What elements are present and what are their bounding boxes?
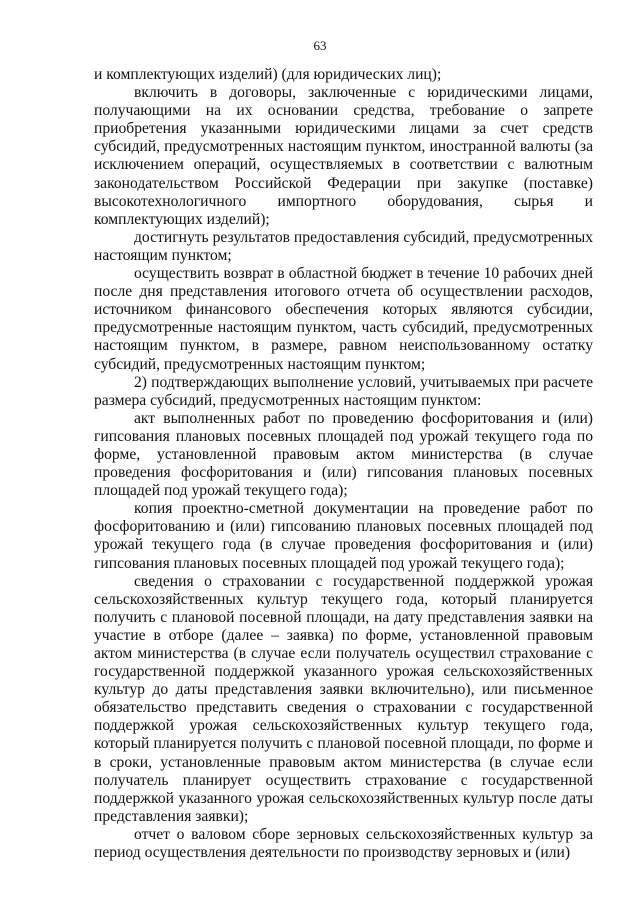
paragraph: включить в договоры, заключенные с юридическими лицами, получающими на их основании средства, требование о запрете приобретения указанными юридическими лицами за счет средств субсидий, предусмотренных настоящим пунктом, иностранной валюты (за исключением операций, осуществляемых в соответствии с валютным законодательством Российской Федерации при закупке (поставке) высокотехнологичного импортного оборудования, сырья и комплектующих изделий); <box>94 84 593 228</box>
paragraph: достигнуть результатов предоставления субсидий, предусмотренных настоящим пунктом; <box>94 228 593 264</box>
paragraph: 2) подтверждающих выполнение условий, учитываемых при расчете размера субсидий, предусмотренных настоящим пунктом: <box>94 373 593 409</box>
paragraph: осуществить возврат в областной бюджет в течение 10 рабочих дней после дня представления итогового отчета об осуществлении расходов, источником финансового обеспечения которых являются субсидии, предусмотренные настоящим пунктом, часть субсидий, предусмотренных настоящим пунктом, в размере, равном неиспользованному остатку субсидий, предусмотренных настоящим пунктом; <box>94 265 593 373</box>
paragraph: отчет о валовом сборе зерновых сельскохозяйственных культур за период осуществления деятельности по производству зерновых и (или) <box>94 825 593 862</box>
paragraph: копия проектно-сметной документации на проведение работ по фосфоритованию и (или) гипсованию плановых посевных площадей под урожай текущего года (в случае проведения фосфоритования и (или) гипсования плановых посевных площадей под урожай текущего года); <box>94 500 593 572</box>
paragraph-continuation: и комплектующих изделий) (для юридических лиц); <box>94 66 442 83</box>
document-body <box>94 66 593 862</box>
paragraph: акт выполненных работ по проведению фосфоритования и (или) гипсования плановых посевных площадей под урожай текущего года по форме, установленной правовым актом министерства (в случае проведения фосфоритования и (или) гипсования плановых посевных площадей под урожай текущего года); <box>94 409 593 500</box>
page-number: 63 <box>313 38 327 53</box>
paragraph: сведения о страховании с государственной поддержкой урожая сельскохозяйственных культур текущего года, который планируется получить с плановой посевной площади, на дату представления заявки на участие в отборе (далее – заявка) по форме, установленной правовым актом министерства (в случае если получатель осуществил страхование с государственной поддержкой указанного урожая сельскохозяйственных культур до даты представления заявки включительно), или письменное обязательство представить сведения о страховании с государственной поддержкой урожая сельскохозяйственных культур текущего года, который планируется получить с плановой посевной площади, по форме и в сроки, установленные правовым актом министерства (в случае если получатель планирует осуществить страхование с государственной поддержкой указанного урожая сельскохозяйственных культур после даты представления заявки); <box>94 572 593 825</box>
